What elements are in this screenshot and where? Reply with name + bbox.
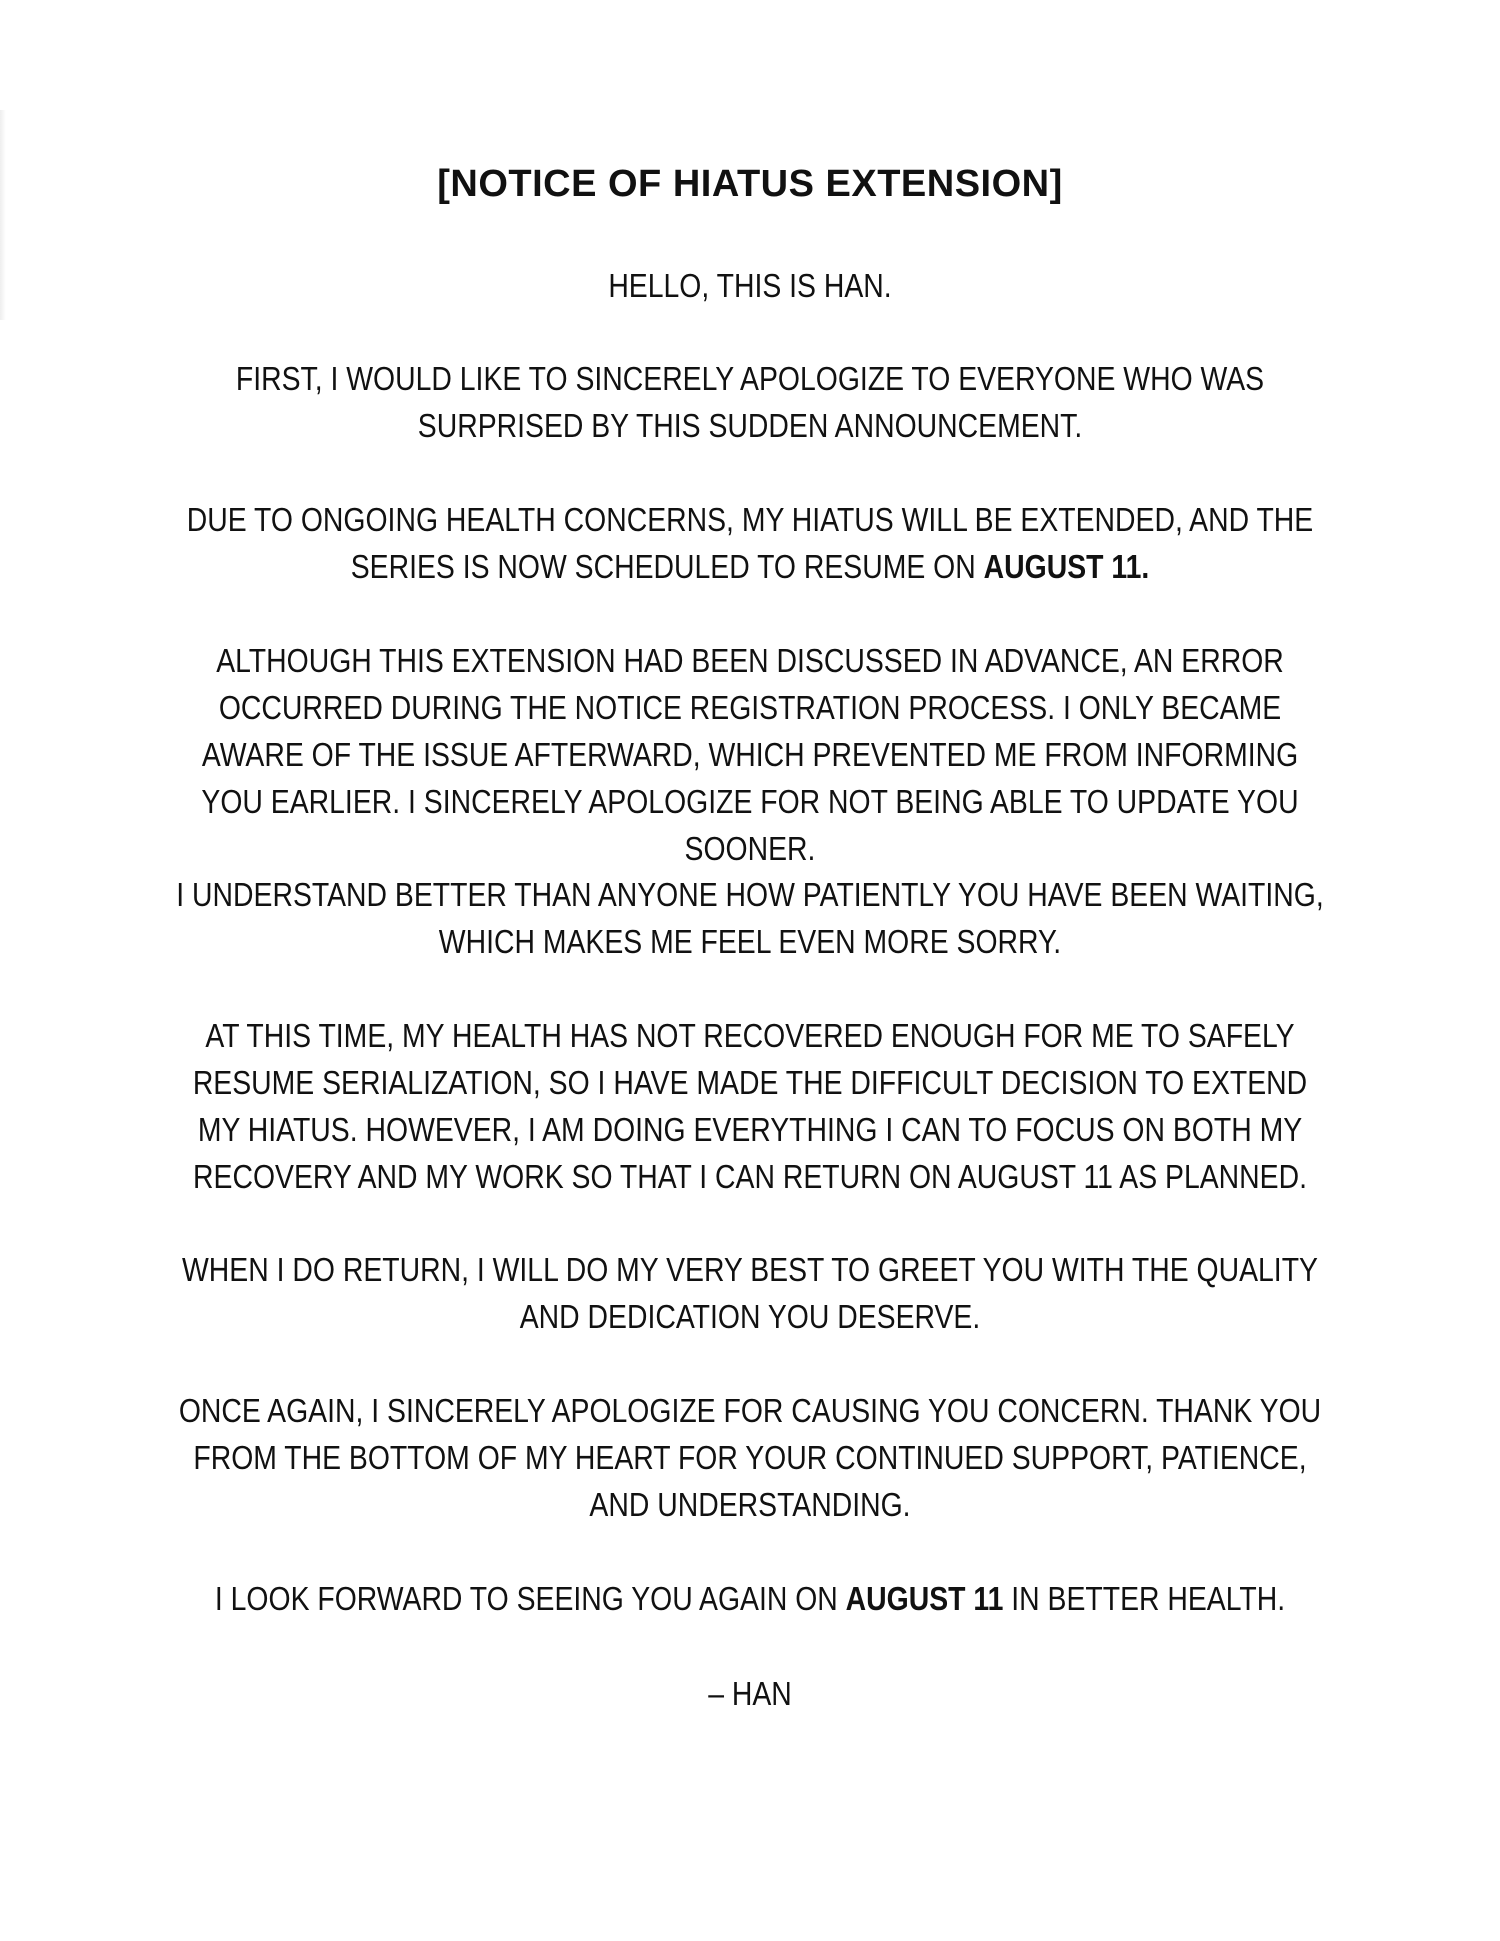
scan-edge-shadow [0, 110, 6, 320]
closing-paragraph [174, 1575, 1326, 1622]
decision-paragraph: AT THIS TIME, MY HEALTH HAS NOT RECOVERED ENOUGH FOR ME TO SAFELY RESUME SERIALIZATION, SO I HAVE MADE THE DIFFICULT DECISION TO EXTEND MY HIATUS. HOWEVER, I AM DOING EVERYTHING I CAN TO FOCUS ON BOTH MY RECOVERY AND MY WORK SO THAT I CAN RETURN ON AUGUST 11 AS PLANNED. [192, 1017, 1308, 1195]
notice-title: [NOTICE OF HIATUS EXTENSION] [437, 163, 1063, 205]
closing-text-before: I LOOK FORWARD TO SEEING YOU AGAIN ON [214, 1580, 846, 1617]
apology-paragraph: FIRST, I WOULD LIKE TO SINCERELY APOLOGIZE TO EVERYONE WHO WAS SURPRISED BY THIS SUDDEN ANNOUNCEMENT. [235, 360, 1265, 444]
return-paragraph: WHEN I DO RETURN, I WILL DO MY VERY BEST TO GREET YOU WITH THE QUALITY AND DEDICATION YOU DESERVE. [182, 1251, 1318, 1335]
signature: – HAN [708, 1675, 792, 1712]
closing-date: AUGUST 11 [845, 1580, 1004, 1617]
resume-date: AUGUST 11. [983, 548, 1150, 585]
health-text: DUE TO ONGOING HEALTH CONCERNS, MY HIATUS WILL BE EXTENDED, AND THE SERIES IS NOW SCHEDULED TO RESUME ON [186, 501, 1314, 585]
greeting-paragraph: HELLO, THIS IS HAN. [608, 267, 892, 304]
waiting-paragraph: I UNDERSTAND BETTER THAN ANYONE HOW PATIENTLY YOU HAVE BEEN WAITING, WHICH MAKES ME FEEL EVEN MORE SORRY. [176, 876, 1324, 960]
thanks-paragraph: ONCE AGAIN, I SINCERELY APOLOGIZE FOR CAUSING YOU CONCERN. THANK YOU FROM THE BOTTOM OF MY HEART FOR YOUR CONTINUED SUPPORT, PATIENCE, AND UNDERSTANDING. [178, 1392, 1322, 1523]
error-paragraph: ALTHOUGH THIS EXTENSION HAD BEEN DISCUSSED IN ADVANCE, AN ERROR OCCURRED DURING THE NOTICE REGISTRATION PROCESS. I ONLY BECAME AWARE OF THE ISSUE AFTERWARD, WHICH PREVENTED ME FROM INFORMING YOU EARLIER. I SINCERELY APOLOGIZE FOR NOT BEING ABLE TO UPDATE YOU SOONER. [201, 642, 1299, 867]
closing-text-after: IN BETTER HEALTH. [1003, 1580, 1286, 1617]
health-paragraph [174, 496, 1326, 590]
